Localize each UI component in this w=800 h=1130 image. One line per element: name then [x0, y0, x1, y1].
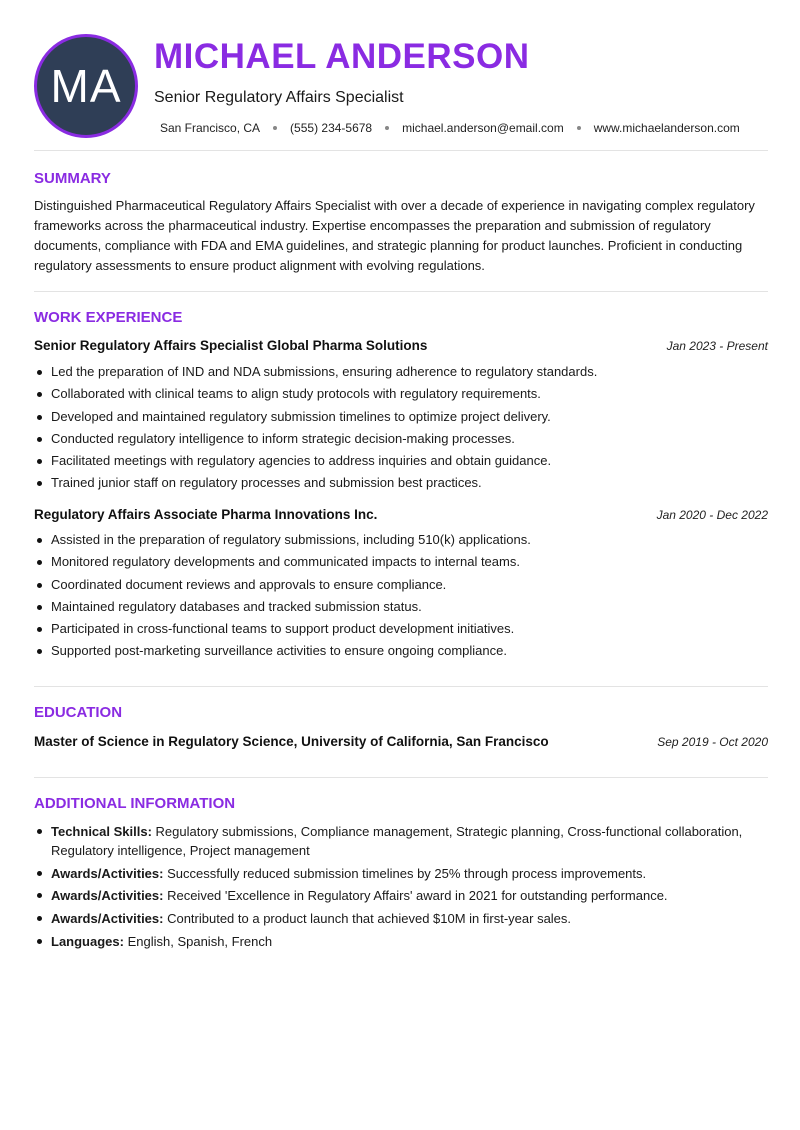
list-item: Conducted regulatory intelligence to inform strategic decision-making processes.: [34, 428, 768, 450]
job-role: Regulatory Affairs Associate Pharma Innovations Inc.: [34, 507, 378, 522]
work-experience-heading: WORK EXPERIENCE: [34, 309, 183, 326]
section-divider: [34, 777, 768, 778]
list-item: Led the preparation of IND and NDA submissions, ensuring adherence to regulatory standards.: [34, 361, 768, 383]
job-bullets: [34, 361, 768, 495]
info-text: Contributed to a product launch that achieved $10M in first-year sales.: [163, 910, 572, 926]
info-text: Regulatory submissions, Compliance management, Strategic planning, Cross-functional collaboration, Regulatory intelligence, Project management: [51, 824, 743, 858]
contact-phone: (555) 234-5678: [290, 121, 373, 135]
info-label: Awards/Activities:: [51, 910, 164, 926]
info-label: Awards/Activities:: [51, 865, 164, 881]
contact-email[interactable]: michael.anderson@email.com: [402, 121, 564, 135]
section-divider: [34, 686, 768, 687]
info-text: English, Spanish, French: [123, 933, 273, 949]
degree: Master of Science in Regulatory Science, University of California, San Francisco: [34, 734, 549, 749]
avatar: [34, 34, 138, 138]
list-item: Facilitated meetings with regulatory agencies to address inquiries and obtain guidance.: [34, 450, 768, 472]
list-item: Maintained regulatory databases and tracked submission status.: [34, 596, 768, 618]
list-item: [34, 822, 768, 860]
avatar-initials: MA: [50, 60, 122, 112]
info-label: Languages:: [51, 933, 124, 949]
list-item: Coordinated document reviews and approvals to ensure compliance.: [34, 574, 768, 596]
contact-row: [160, 120, 740, 136]
section-divider: [34, 291, 768, 292]
job-dates: Jan 2020 - Dec 2022: [656, 508, 768, 522]
summary-heading: SUMMARY: [34, 170, 111, 187]
list-item: Supported post-marketing surveillance activities to ensure ongoing compliance.: [34, 640, 768, 662]
education-dates: Sep 2019 - Oct 2020: [657, 735, 768, 749]
list-item: [34, 932, 768, 951]
list-item: [34, 886, 768, 905]
education-heading: EDUCATION: [34, 704, 123, 721]
list-item: [34, 864, 768, 883]
info-label: Technical Skills:: [51, 824, 152, 839]
candidate-name: MICHAEL ANDERSON: [154, 37, 530, 76]
job-bullets: [34, 529, 768, 663]
contact-location: San Francisco, CA: [160, 121, 261, 135]
contact-website[interactable]: www.michaelanderson.com: [593, 121, 740, 135]
job-role: Senior Regulatory Affairs Specialist Global Pharma Solutions: [34, 338, 428, 353]
info-text: Successfully reduced submission timelines by 25% through process improvements.: [163, 865, 647, 881]
job-title: Senior Regulatory Affairs Specialist: [154, 89, 404, 106]
list-item: Participated in cross-functional teams to support product development initiatives.: [34, 618, 768, 640]
list-item: Assisted in the preparation of regulatory submissions, including 510(k) applications.: [34, 529, 768, 551]
summary-text: Distinguished Pharmaceutical Regulatory Affairs Specialist with over a decade of experience in navigating complex regulatory frameworks across the pharmaceutical industry. Expertise encompasses the preparation and submission of regulatory documents, compliance with FDA and EMA guidelines, and strategic planning for product launches. Proficient in conducting regulatory assessments to ensure product alignment with evolving regulations.: [34, 198, 755, 273]
info-label: Awards/Activities:: [51, 888, 164, 903]
list-item: Trained junior staff on regulatory processes and submission best practices.: [34, 472, 768, 494]
list-item: [34, 909, 768, 928]
separator-dot: [273, 126, 277, 130]
list-item: Collaborated with clinical teams to align study protocols with regulatory requirements.: [34, 383, 768, 405]
job-entry-header: [34, 506, 768, 524]
job-dates: Jan 2023 - Present: [666, 339, 768, 353]
section-divider: [34, 150, 768, 151]
separator-dot: [385, 126, 389, 130]
resume-page: [34, 0, 768, 1130]
info-text: Received 'Excellence in Regulatory Affairs' award in 2021 for outstanding performance.: [163, 888, 668, 903]
separator-dot: [577, 126, 581, 130]
list-item: Monitored regulatory developments and communicated impacts to internal teams.: [34, 551, 768, 573]
education-entry: [34, 733, 768, 751]
job-entry-header: [34, 337, 768, 355]
additional-info-heading: ADDITIONAL INFORMATION: [34, 795, 236, 812]
list-item: Developed and maintained regulatory submission timelines to optimize project delivery.: [34, 406, 768, 428]
additional-info-list: [34, 822, 768, 954]
